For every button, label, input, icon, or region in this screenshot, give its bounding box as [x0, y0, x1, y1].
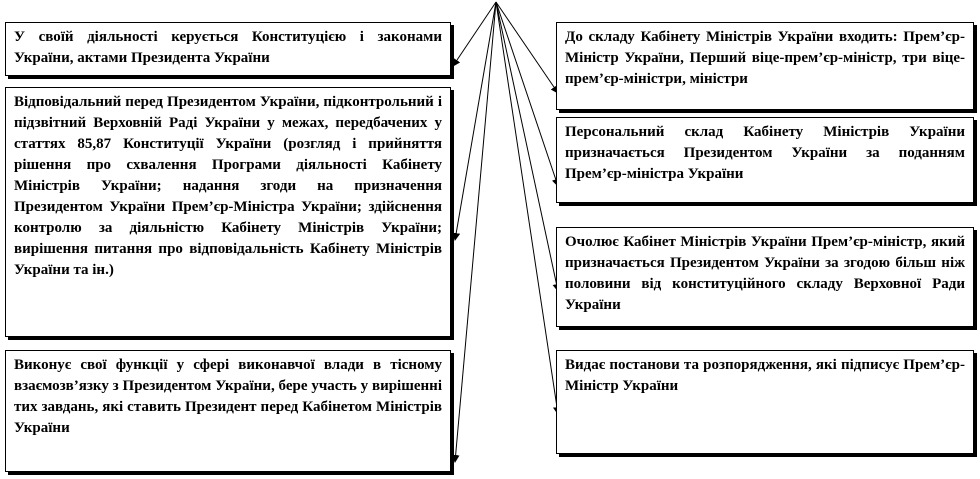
left-box-1-text: У своїй діяльності керується Конституцією і законами України, актами Президента України — [14, 29, 442, 66]
right-box-2 — [556, 117, 974, 203]
right-box-1 — [556, 22, 974, 110]
left-box-1 — [5, 22, 451, 76]
right-box-4-text: Видає постанови та розпорядження, які підписує Прем’єр-Міністр України — [565, 357, 965, 394]
arrow-to-left-box-1 — [453, 2, 496, 66]
right-box-3-text: Очолює Кабінет Міністрів України Прем’єр-міністр, який призначається Президентом України за згодою більш ніж половини від конституційного складу Верховної Ради України — [565, 234, 965, 313]
right-box-4 — [556, 350, 974, 454]
right-box-2-text: Персональний склад Кабінету Міністрів України призначається Президентом України за поданням Прем’єр-міністра України — [565, 124, 965, 182]
left-box-3-text: Виконує свої функції у сфері виконавчої влади в тісному взаємозв’язку з Президентом України, бере участь у вирішенні тих завдань, які ставить Президент перед Кабінетом Міністрів України — [14, 357, 442, 436]
arrow-to-right-box-2 — [496, 2, 558, 186]
arrow-to-left-box-3 — [455, 2, 496, 462]
arrow-to-right-box-3 — [496, 2, 558, 291]
left-box-2-text: Відповідальний перед Президентом України, підконтрольний і підзвітний Верховній Раді України у межах, передбачених у статтях 85,87 Конституції України (розгляд і прийняття рішення про схвалення Програми діяльності Кабінету Міністрів України; надання згоди на призначення Президентом України Прем’єр-Міністра України; здійснення контролю за діяльністю Кабінету Міністрів України; вирішення питання про відповідальність Кабінету Міністрів України та ін.) — [14, 94, 442, 278]
left-box-2 — [5, 87, 451, 337]
left-box-3 — [5, 350, 451, 472]
right-box-1-text: До складу Кабінету Міністрів України входить: Прем’єр-Міністр України, Перший віце-прем’єр-міністр, три віце-прем’єр-міністри, міністри — [565, 29, 965, 87]
arrow-to-right-box-4 — [496, 2, 558, 414]
right-box-3 — [556, 227, 974, 327]
arrow-to-left-box-2 — [455, 2, 496, 240]
